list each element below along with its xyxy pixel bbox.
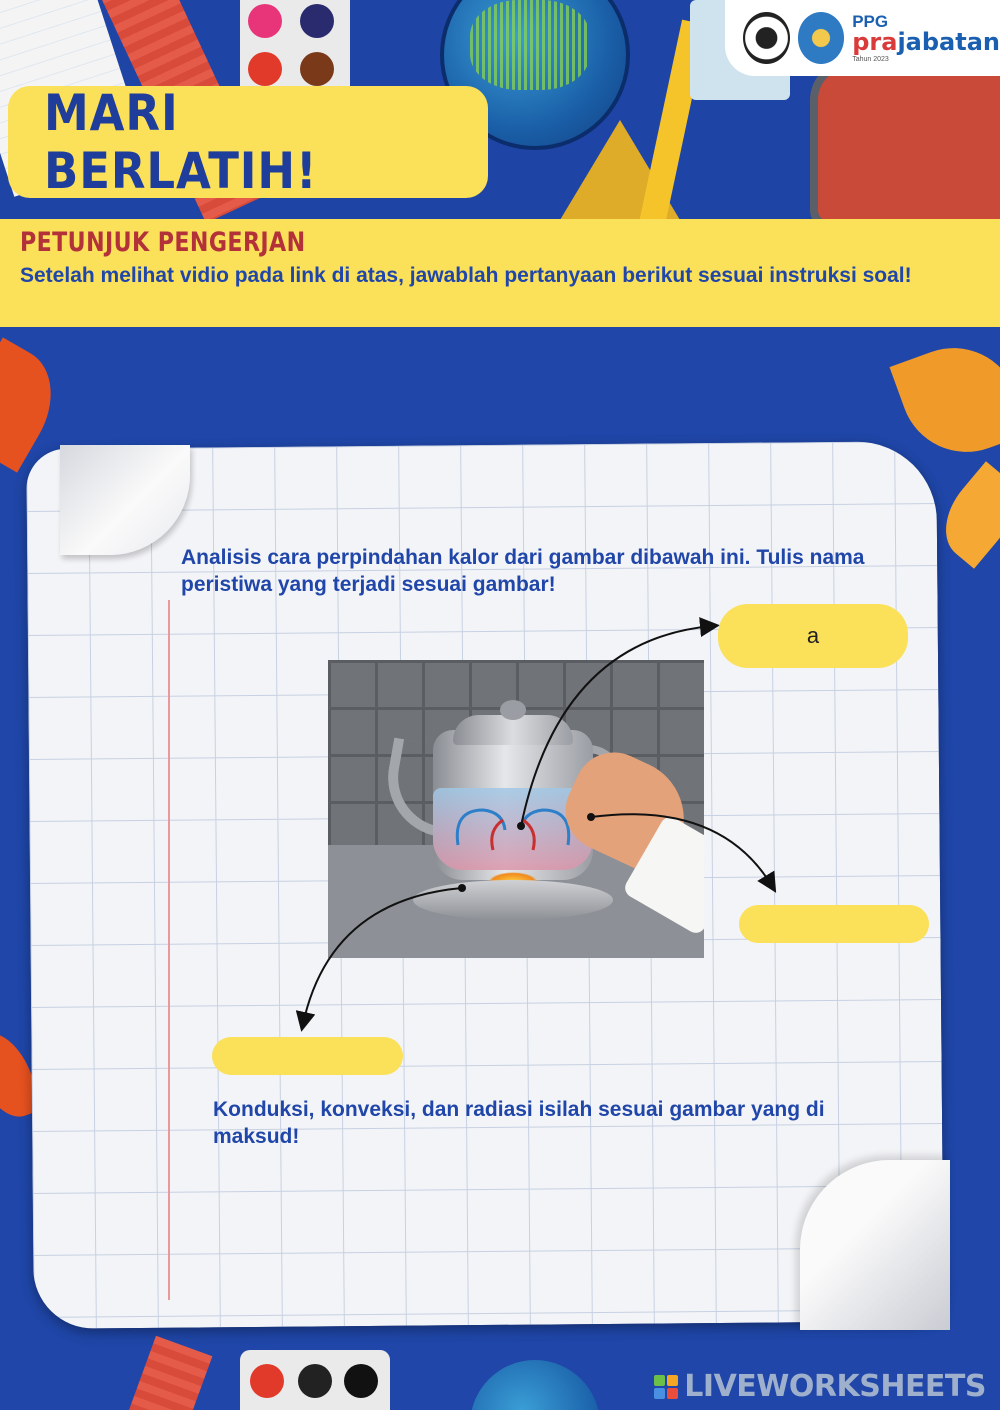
- kettle-knob: [500, 700, 526, 720]
- unm-logo: [743, 12, 790, 64]
- answer-field-a[interactable]: a: [718, 604, 908, 668]
- paint-bottom-decoration: [240, 1350, 390, 1410]
- title-card: [8, 86, 488, 198]
- stove-burner: [413, 880, 613, 920]
- kettle-heating-illustration: [328, 660, 704, 958]
- bottom-banner: [0, 1320, 1000, 1410]
- ppg-prajabatan-logo: [852, 13, 1000, 63]
- globe-land-decoration: [470, 0, 590, 90]
- answer-field-b[interactable]: [739, 905, 929, 943]
- question-text: Analisis cara perpindahan kalor dari gambar dibawah ini. Tulis nama peristiwa yang terjadi sesuai gambar!: [181, 546, 865, 597]
- instruction-text: Setelah melihat vidio pada link di atas, jawablah pertanyaan berikut sesuai instruksi soal!: [20, 264, 912, 287]
- autumn-leaf-right-icon: [890, 330, 1000, 471]
- paper-margin-line: [168, 600, 170, 1300]
- logo-box: [725, 0, 1000, 76]
- footnote-text: Konduksi, konveksi, dan radiasi isilah sesuai gambar yang di maksud!: [213, 1098, 825, 1149]
- tahun-label: Tahun 2023: [852, 56, 889, 63]
- answer-field-c[interactable]: [212, 1037, 403, 1075]
- liveworksheets-brand: [654, 1369, 986, 1404]
- prajabatan-label: prajabatan: [852, 28, 1000, 56]
- instruction-band: [0, 219, 1000, 327]
- instruction-title: PETUNJUK PENGERJAN: [20, 227, 306, 258]
- ruler-bottom-decoration: [88, 1336, 213, 1410]
- globe-bottom-decoration: [470, 1360, 600, 1410]
- ppg-label: PPG: [852, 12, 889, 31]
- bag-decoration: [810, 60, 1000, 222]
- autumn-leaf-right-lower-icon: [928, 461, 1000, 569]
- kemdikbud-logo: [798, 12, 845, 64]
- page-title: MARI BERLATIH!: [44, 84, 318, 200]
- liveworksheets-icon: [654, 1375, 678, 1399]
- liveworksheets-text: LIVEWORKSHEETS: [684, 1369, 986, 1404]
